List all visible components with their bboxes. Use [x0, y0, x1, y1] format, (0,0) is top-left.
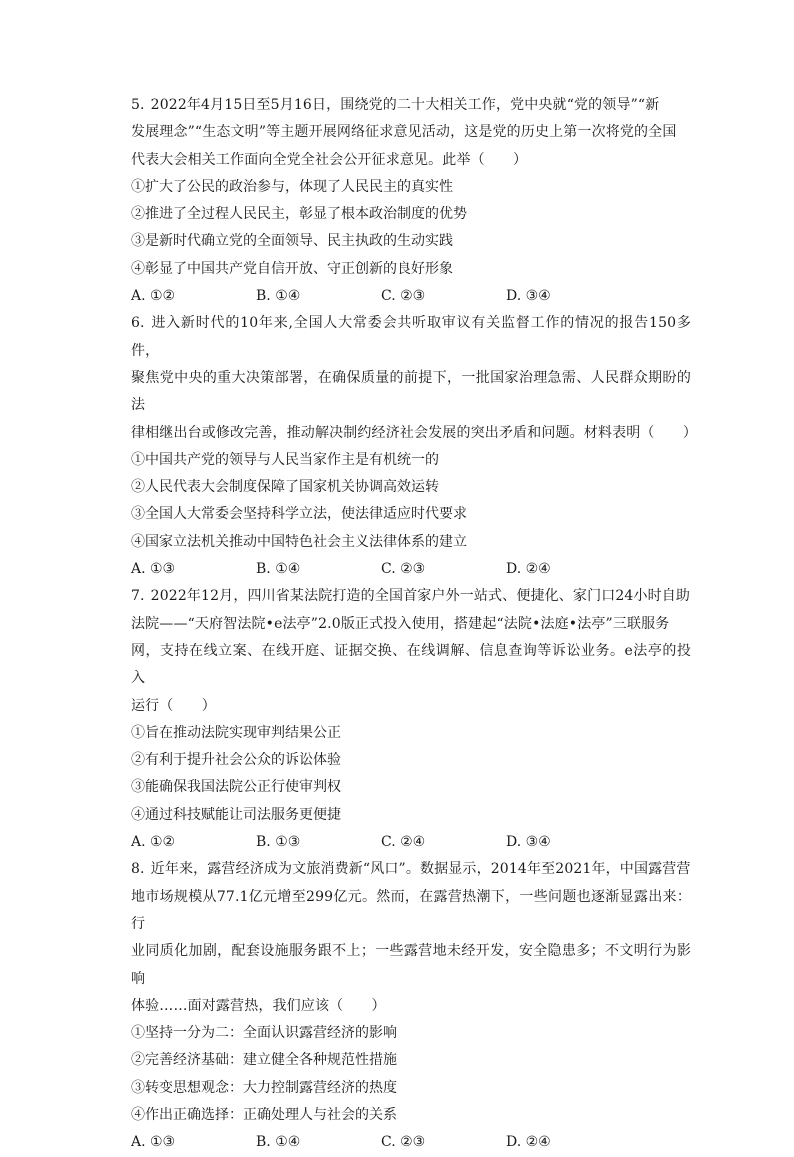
question-stem	[131, 583, 691, 719]
choice-b[interactable]: B. ①④	[256, 288, 301, 305]
option-4: ④通过科技赋能让司法服务更便捷	[131, 806, 341, 823]
stem-line: 业同质化加剧，配套设施服务跟不上；一些露营地未经开发，安全隐患多；不文明行为影响	[131, 943, 691, 987]
stem-line: 2022年12月，四川省某法院打造的全国首家户外一站式、便捷化、家门口24小时自助	[150, 588, 691, 605]
choice-a[interactable]: A. ①③	[131, 561, 176, 578]
option-1: ①扩大了公民的政治参与，体现了人民民主的真实性	[131, 178, 453, 195]
option-2: ②推进了全过程人民民主，彰显了根本政治制度的优势	[131, 206, 467, 223]
option-4: ④国家立法机关推动中国特色社会主义法律体系的建立	[131, 533, 467, 550]
option-2: ②有利于提升社会公众的诉讼体验	[131, 752, 341, 769]
choice-b[interactable]: B. ①④	[256, 1134, 301, 1151]
question-stem	[131, 856, 691, 1020]
question-7	[131, 583, 691, 856]
question-number: 8.	[131, 861, 145, 878]
option-4: ④作出正确选择：正确处理人与社会的关系	[131, 1106, 397, 1123]
stem-line: 代表大会相关工作面向全党全社会公开征求意见。此举（ ）	[131, 151, 528, 168]
choice-c[interactable]: C. ②③	[381, 288, 426, 305]
question-number: 6.	[131, 315, 145, 332]
choice-d[interactable]: D. ②④	[506, 1134, 551, 1151]
stem-line: 进入新时代的10年来,全国人大常委会共听取审议有关监督工作的情况的报告150多件，	[131, 315, 691, 359]
choice-c[interactable]: C. ②④	[381, 834, 426, 851]
answer-choices	[131, 1129, 691, 1156]
option-2: ②人民代表大会制度保障了国家机关协调高效运转	[131, 479, 439, 496]
choice-c[interactable]: C. ②③	[381, 1134, 426, 1151]
choice-d[interactable]: D. ③④	[506, 834, 551, 851]
question-number: 5.	[131, 97, 145, 113]
option-3: ③是新时代确立党的全面领导、民主执政的生动实践	[131, 233, 453, 250]
option-3: ③全国人大常委会坚持科学立法，使法律适应时代要求	[131, 506, 467, 523]
choice-a[interactable]: A. ①②	[131, 288, 176, 305]
choice-a[interactable]: A. ①③	[131, 1134, 176, 1151]
exam-page	[131, 92, 697, 1157]
stem-line: 法院——“天府智法院•e法亭”2.0版正式投入使用，搭建起“法院•法庭•法亭”三联服务	[131, 615, 670, 632]
stem-line: 律相继出台或修改完善，推动解决制约经济社会发展的突出矛盾和问题。材料表明（ ）	[131, 424, 697, 441]
stem-line: 发展理念”“生态文明”等主题开展网络征求意见活动，这是党的历史上第一次将党的全国	[131, 124, 677, 141]
stem-line: 运行（ ）	[131, 697, 216, 714]
choice-b[interactable]: B. ①③	[256, 834, 301, 851]
question-6	[131, 310, 697, 583]
question-stem	[131, 310, 697, 446]
stem-line: 聚焦党中央的重大决策部署，在确保质量的前提下，一批国家治理急需、人民群众期盼的法	[131, 369, 691, 414]
option-1: ①中国共产党的领导与人民当家作主是有机统一的	[131, 451, 439, 468]
option-4: ④彰显了中国共产党自信开放、守正创新的良好形象	[131, 260, 453, 277]
option-2: ②完善经济基础：建立健全各种规范性措施	[131, 1052, 397, 1069]
option-1: ①坚持一分为二：全面认识露营经济的影响	[131, 1025, 397, 1042]
question-8	[131, 856, 691, 1156]
stem-line: 2022年4月15日至5月16日，围绕党的二十大相关工作，党中央就“党的领导”“新	[150, 97, 660, 113]
choice-d[interactable]: D. ②④	[506, 561, 551, 578]
choice-d[interactable]: D. ③④	[506, 288, 551, 305]
stem-line: 地市场规模从77.1亿元增至299亿元。然而，在露营热潮下，一些问题也逐渐显露出来：行	[131, 888, 691, 932]
stem-line: 网，支持在线立案、在线开庭、证据交换、在线调解、信息查询等诉讼业务。e法亭的投入	[131, 642, 691, 687]
stem-line: 体验……面对露营热，我们应该（ ）	[131, 997, 386, 1014]
answer-choices	[131, 829, 691, 856]
question-5	[131, 92, 691, 310]
option-1: ①旨在推动法院实现审判结果公正	[131, 724, 341, 741]
option-3: ③能确保我国法院公正行使审判权	[131, 779, 341, 796]
option-3: ③转变思想观念：大力控制露营经济的热度	[131, 1079, 397, 1096]
answer-choices	[131, 283, 691, 310]
question-stem	[131, 92, 691, 174]
choice-a[interactable]: A. ①②	[131, 834, 176, 851]
choice-b[interactable]: B. ①④	[256, 561, 301, 578]
question-number: 7.	[131, 588, 145, 605]
choice-c[interactable]: C. ②③	[381, 561, 426, 578]
answer-choices	[131, 556, 691, 583]
stem-line: 近年来，露营经济成为文旅消费新“风口”。数据显示，2014年至2021年，中国露营营	[150, 861, 691, 878]
